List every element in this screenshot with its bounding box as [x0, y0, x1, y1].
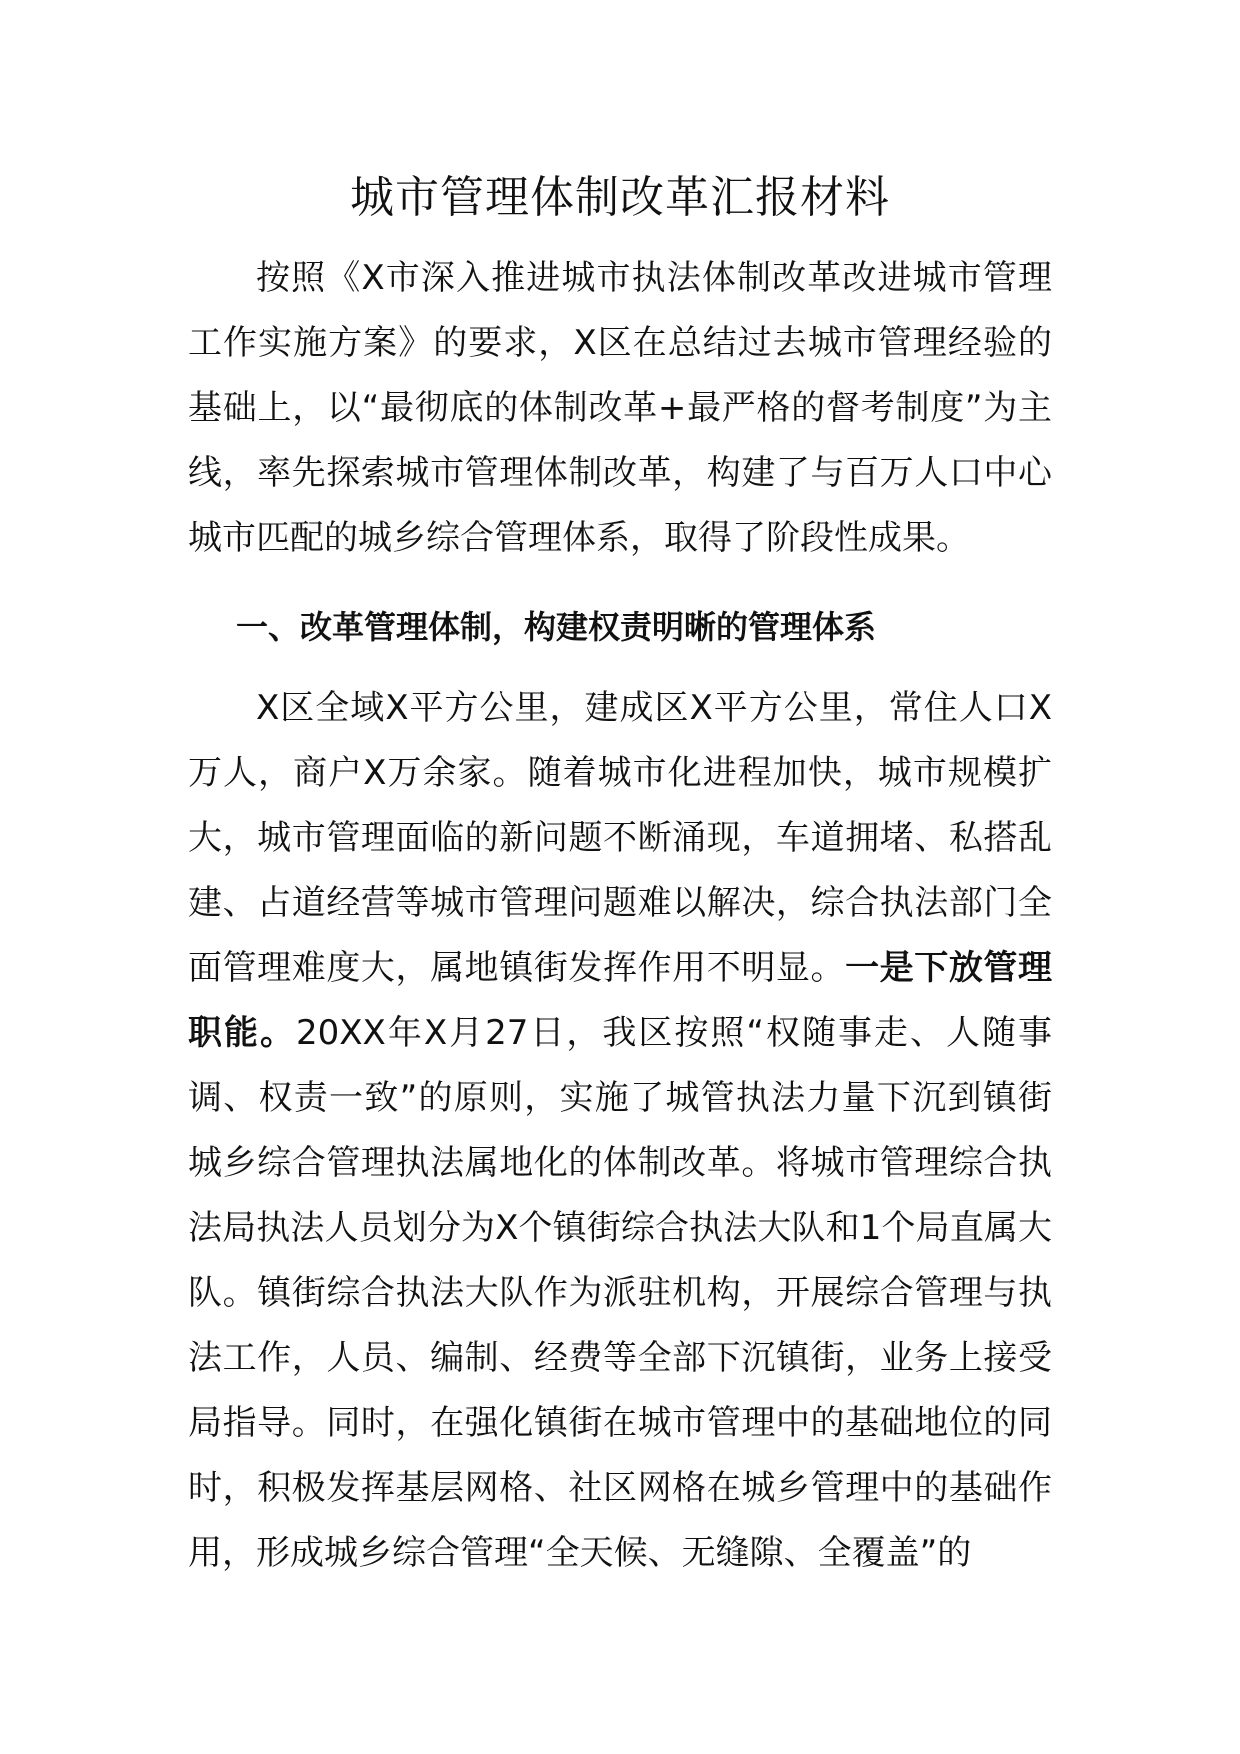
- bold-lead-phrase: 一是下放管理职能。: [188, 948, 1053, 1053]
- section-paragraph-continued: 20XX年X月27日，我区按照“权随事走、人随事调、权责一致”的原则，实施了城管执法力量下沉到镇街城乡综合管理执法属地化的体制改革。将城市管理综合执法局执法人员划分为X个镇街综合执法大队和1个局直属大队。镇街综合执法大队作为派驻机构，开展综合管理与执法工作，人员、编制、经费等全部下沉镇街，业务上接受局指导。同时，在强化镇街在城市管理中的基础地位的同时，积极发挥基层网格、社区网格在城乡管理中的基础作用，形成城乡综合管理“全天候、无缝隙、全覆盖”的: [188, 1013, 1052, 1573]
- document-page: [188, 150, 1052, 1586]
- intro-paragraph: 按照《X市深入推进城市执法体制改革改进城市管理工作实施方案》的要求，X区在总结过去城市管理经验的基础上，以“最彻底的体制改革+最严格的督考制度”为主线，率先探索城市管理体制改革，构建了与百万人口中心城市匹配的城乡综合管理体系，取得了阶段性成果。: [188, 258, 1052, 558]
- section-heading: 一、改革管理体制，构建权责明晰的管理体系: [236, 608, 877, 646]
- section-paragraph: [188, 676, 1052, 1586]
- section-paragraph-text: X区全域X平方公里，建成区X平方公里，常住人口X万人，商户X万余家。随着城市化进程加快，城市规模扩大，城市管理面临的新问题不断涌现，车道拥堵、私搭乱建、占道经营等城市管理问题难以解决，综合执法部门全面管理难度大，属地镇街发挥作用不明显。: [188, 688, 1052, 988]
- document-title: 城市管理体制改革汇报材料: [350, 172, 890, 223]
